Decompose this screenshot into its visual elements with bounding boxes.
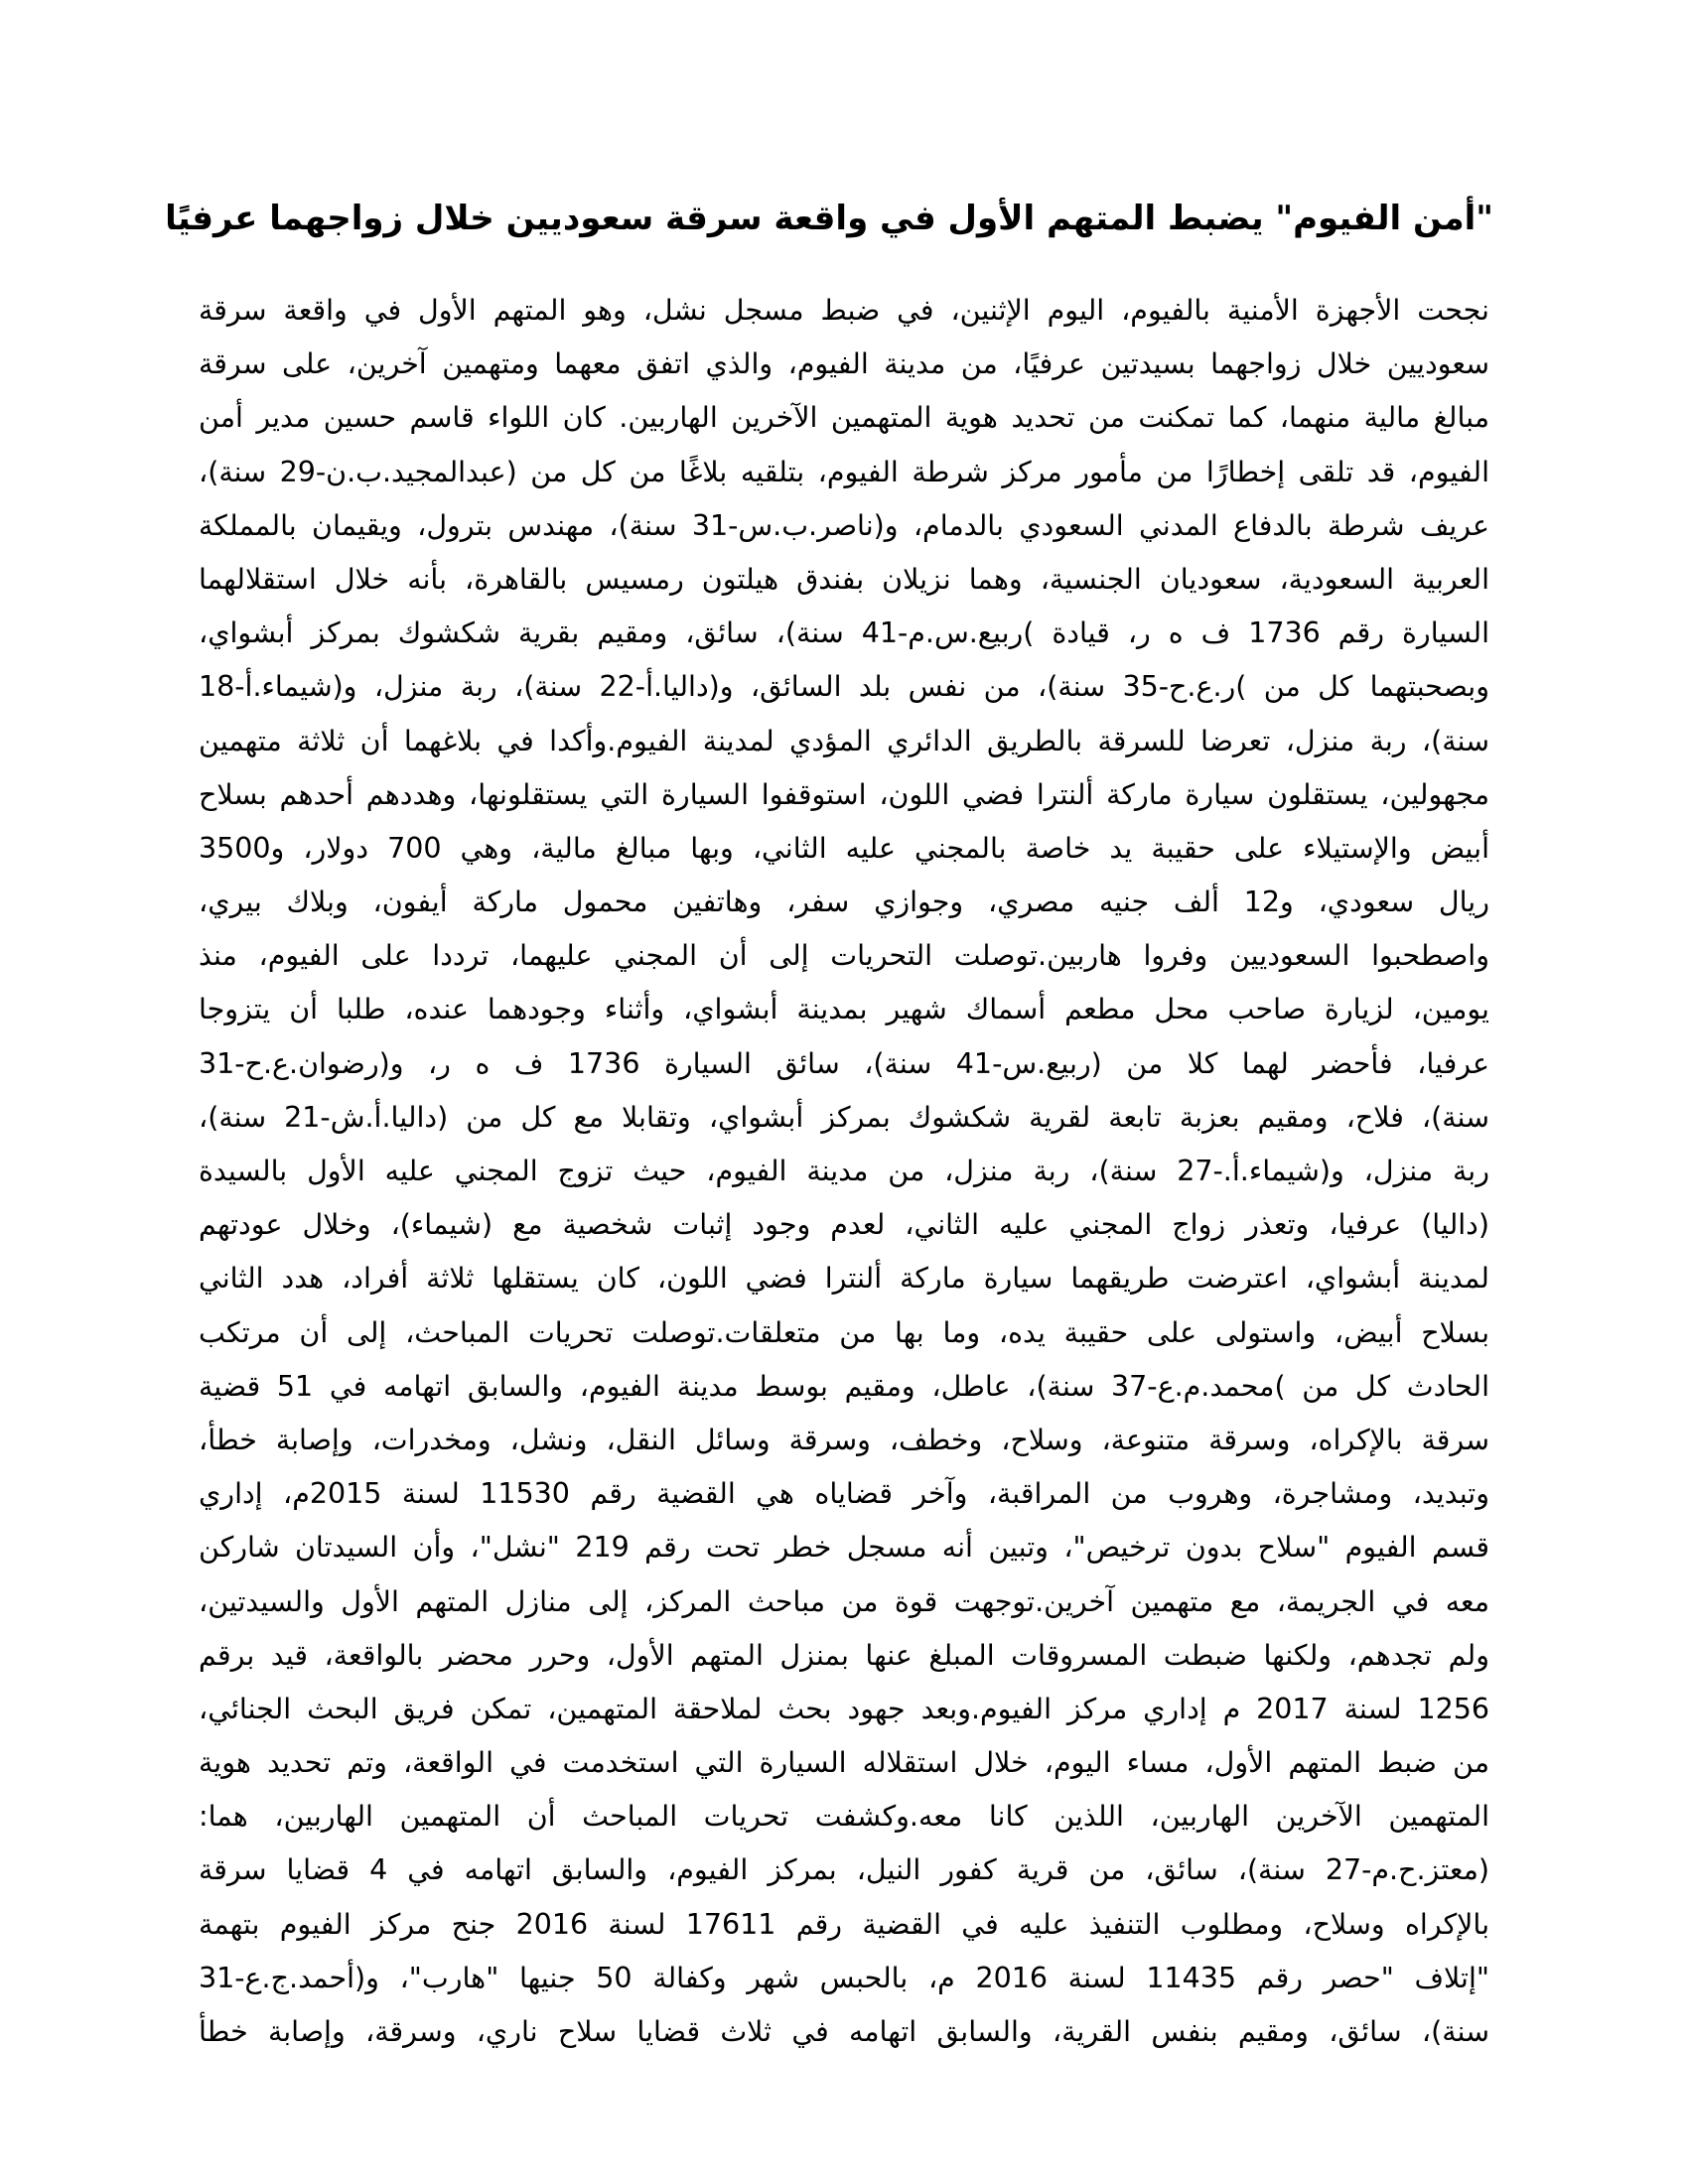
body-line: عرفيا، فأحضر لهما كلا من (ربيع.س-41 سنة)، سائق السيارة 1736 ف ه ر، و(رضوان.ع.ح-31 xyxy=(199,1046,1489,1080)
body-line: "إتلاف "حصر رقم 11435 لسنة 2016 م، بالحبس شهر وكفالة 50 جنيها "هارب"، و(أحمد.ج.ع-31 xyxy=(199,1961,1489,1994)
body-line: نجحت الأجهزة الأمنية بالفيوم، اليوم الإثنين، في ضبط مسجل نشل، وهو المتهم الأول في واقعة سرقة xyxy=(199,294,1489,327)
article-title: "أمن الفيوم" يضبط المتهم الأول في واقعة سرقة سعوديين خلال زواجهما عرفيًا xyxy=(165,199,1493,238)
body-line: ولم تجدهم، ولكنها ضبطت المسروقات المبلغ عنها بمنزل المتهم الأول، وحرر محضر بالواقعة، قيد برقم xyxy=(199,1638,1489,1672)
body-line: بسلاح أبيض، واستولى على حقيبة يده، وما بها من متعلقات.توصلت تحريات المباحث، إلى أن مرتكب xyxy=(199,1315,1489,1349)
body-line: العربية السعودية، سعوديان الجنسية، وهما نزيلان بفندق هيلتون رمسيس بالقاهرة، بأنه خلال استقلالهما xyxy=(199,562,1489,596)
body-line: سرقة بالإكراه، وسرقة متنوعة، وسلاح، وخطف، وسرقة وسائل النقل، ونشل، ومخدرات، وإصابة خطأ، xyxy=(199,1423,1489,1456)
body-line: يومين، لزيارة صاحب محل مطعم أسماك شهير بمدينة أبشواي، وأثناء وجودهما عنده، طلبا أن يتزوجا xyxy=(199,993,1489,1026)
article-body xyxy=(199,284,1489,2059)
body-line: 1256 لسنة 2017 م إداري مركز الفيوم.وبعد جهود بحث لملاحقة المتهمين، تمكن فريق البحث الجنائي، xyxy=(199,1692,1489,1725)
body-line: (داليا) عرفيا، وتعذر زواج المجني عليه الثاني، لعدم وجود إثبات شخصية مع (شيماء)، وخلال عودتهم xyxy=(199,1208,1489,1242)
body-line: سنة)، ربة منزل، تعرضا للسرقة بالطريق الدائري المؤدي لمدينة الفيوم.وأكدا في بلاغهما أن ثلاثة متهمين xyxy=(199,724,1489,757)
body-line: بالإكراه وسلاح، ومطلوب التنفيذ عليه في القضية رقم 17611 لسنة 2016 جنح مركز الفيوم بتهمة xyxy=(199,1907,1489,1941)
body-line: مجهولين، يستقلون سيارة ماركة ألنترا فضي اللون، استوقفوا السيارة التي يستقلونها، وهددهم أحدهم بسلاح xyxy=(199,777,1489,811)
body-line: مبالغ مالية منهما، كما تمكنت من تحديد هوية المتهمين الآخرين الهاربين. كان اللواء قاسم حسين مدير أمن xyxy=(199,401,1489,435)
body-line: سعوديين خلال زواجهما بسيدتين عرفيًا، من مدينة الفيوم، والذي اتفق معهما ومتهمين آخرين، على سرقة xyxy=(199,347,1489,381)
body-line: سنة)، فلاح، ومقيم بعزبة تابعة لقرية شكشوك بمركز أبشواي، وتقابلا مع كل من (داليا.أ.ش-21 سنة)، xyxy=(199,1100,1489,1134)
body-line: عريف شرطة بالدفاع المدني السعودي بالدمام، و(ناصر.ب.س-31 سنة)، مهندس بترول، ويقيمان بالمملكة xyxy=(199,508,1489,542)
body-line: من ضبط المتهم الأول، مساء اليوم، خلال استقلاله السيارة التي استخدمت في الواقعة، وتم تحديد هوية xyxy=(199,1746,1489,1780)
body-line: أبيض والإستيلاء على حقيبة يد خاصة بالمجني عليه الثاني، وبها مبالغ مالية، وهي 700 دولار، و3500 xyxy=(199,831,1489,865)
body-line: ريال سعودي، و12 ألف جنيه مصري، وجوازي سفر، وهاتفين محمول ماركة أيفون، وبلاك بيري، xyxy=(199,886,1489,919)
body-line: وبصحبتهما كل من )ر.ع.ح-35 سنة)، من نفس بلد السائق، و(داليا.أ-22 سنة)، ربة منزل، و(شيماء.أ-18 xyxy=(199,670,1489,704)
body-line: سنة)، سائق، ومقيم بنفس القرية، والسابق اتهامه في ثلاث قضايا سلاح ناري، وسرقة، وإصابة خطأ xyxy=(199,2015,1489,2048)
body-line: (معتز.ح.م-27 سنة)، سائق، من قرية كفور النيل، بمركز الفيوم، والسابق اتهامه في 4 قضايا سرقة xyxy=(199,1853,1489,1887)
body-line: واصطحبوا السعوديين وفروا هاربين.توصلت التحريات إلى أن المجني عليهما، ترددا على الفيوم، منذ xyxy=(199,939,1489,973)
body-line: وتبديد، ومشاجرة، وهروب من المراقبة، وآخر قضاياه هي القضية رقم 11530 لسنة 2015م، إداري xyxy=(199,1477,1489,1511)
body-line: الفيوم، قد تلقى إخطارًا من مأمور مركز شرطة الفيوم، بتلقيه بلاغًا من كل من (عبدالمجيد.ب.ن-29 سنة)، xyxy=(199,455,1489,488)
body-line: السيارة رقم 1736 ف ه ر، قيادة )ربيع.س.م-41 سنة)، سائق، ومقيم بقرية شكشوك بمركز أبشواي، xyxy=(199,616,1489,650)
body-line: لمدينة أبشواي، اعترضت طريقهما سيارة ماركة ألنترا فضي اللون، كان يستقلها ثلاثة أفراد، هدد الثاني xyxy=(199,1262,1489,1296)
body-line: المتهمين الآخرين الهاربين، اللذين كانا معه.وكشفت تحريات المباحث أن المتهمين الهاربين، هما: xyxy=(199,1800,1489,1834)
body-line: الحادث كل من )محمد.م.ع-37 سنة)، عاطل، ومقيم بوسط مدينة الفيوم، والسابق اتهامه في 51 قضية xyxy=(199,1369,1489,1403)
body-line: معه في الجريمة، مع متهمين آخرين.توجهت قوة من مباحث المركز، إلى منازل المتهم الأول والسيدتين، xyxy=(199,1584,1489,1618)
body-line: ربة منزل، و(شيماء.أ.-27 سنة)، ربة منزل، من مدينة الفيوم، حيث تزوج المجني عليه الأول بالسيدة xyxy=(199,1155,1489,1187)
body-line: قسم الفيوم "سلاح بدون ترخيص"، وتبين أنه مسجل خطر تحت رقم 219 "نشل"، وأن السيدتان شاركن xyxy=(199,1531,1489,1565)
